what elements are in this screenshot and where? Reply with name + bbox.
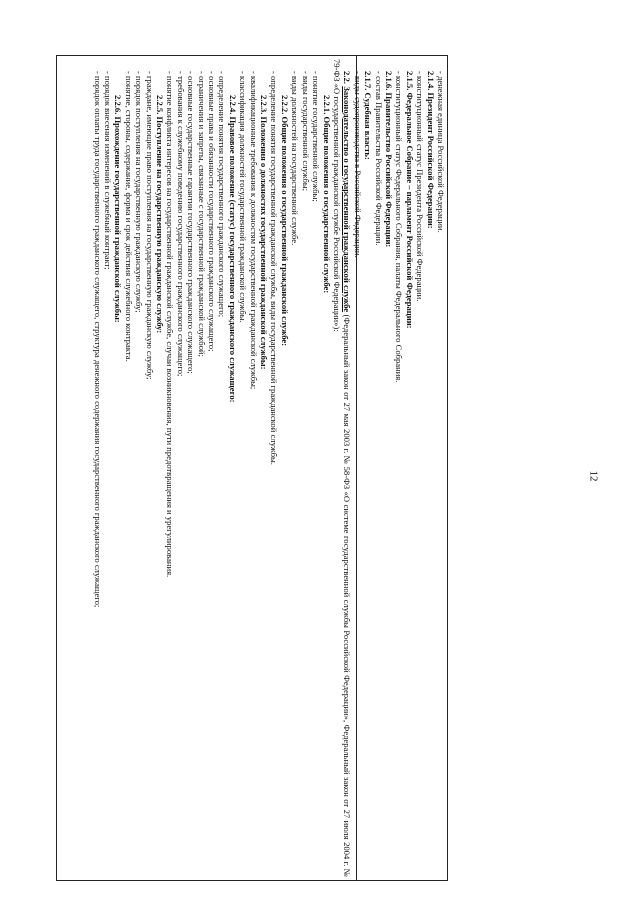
list-item: - конституционный статус Федерального Собрания, палаты Федерального Собрания. [394,71,405,383]
law-number: 2.2. [342,71,353,84]
list-item: - квалификационные требования к должностям государственной гражданской службы; [248,71,259,390]
list-item: - виды должностей на государственной службе. [290,71,301,246]
section-heading: 2.2.1. Общие положения о государственной службе: [321,95,332,294]
list-item: - порядок внесения изменений в служебный контракт; [103,71,113,270]
list-item: - определение понятия государственной гражданской службы, виды государственной гражданской службы. [269,71,280,465]
list-item: - основные права и обязанности государственного гражданского служащего; [207,71,218,352]
list-item: - основные государственные гарантии государственного гражданского служащего; [186,71,197,374]
list-item: - виды государственной службы; [300,71,311,192]
law-paragraph [332,59,353,877]
section-heading: 2.2.6. Прохождение государственной гражданской службы: [113,95,124,323]
law-rest: (Федеральный закон от 27 мая 2003 г. № 58-ФЗ «О системе государственной службы Российской Федерации», Федеральный закон от 27 июля 2004 г. № 79-ФЗ «О государственной гражданской службе Российской Федерации»): [331,59,353,877]
list-item: - состав Правительства Российской Федерации. [373,71,384,246]
law-title: Законодательство о государственной гражданской службе [342,86,353,313]
section-2-1-items [352,59,446,877]
section-heading: 2.2.2. Общие положения о государственной гражданской службе: [279,95,290,347]
conflict-paragraph: - понятие конфликта интересов на государственной гражданской службе, случаи возникновения, пути предотвращения и урегулирования. [165,71,176,578]
section-heading: 2.1.7. Судебная власть: [363,71,374,160]
section-2-2-5-items [103,59,165,877]
section-heading: 2.1.6. Правительство Российской Федерации: [383,71,394,248]
list-item: - конституционный статус Президента Российской Федерации. [415,71,426,302]
list-item: - определение понятия государственного гражданского служащего; [217,71,228,318]
list-item: - граждане, имеющие право поступления на государственную гражданскую службу; [144,71,155,380]
pay-paragraph: - порядок оплаты труда государственного гражданского служащего, структура денежного содержания государственного гражданского служащего; [92,71,103,608]
list-item: - понятие государственной службы; [311,71,322,202]
list-item: - требования к служебному поведению государственного гражданского служащего; [175,71,186,377]
list-item: - ограничения и запреты, связанные с государственной гражданской службой; [196,71,207,357]
section-heading: 2.2.4. Правовое положение (статус) государственного гражданского служащего: [227,95,238,403]
section-2-2-items [175,59,331,877]
list-item: - понятие, стороны, содержание, форма и срок действия служебного контракта. [123,71,134,362]
rotated-content [82,55,448,881]
section-heading: 2.1.4. Президент Российской Федерации: [425,71,436,229]
list-item: - порядок поступления на государственную гражданскую службу; [134,71,145,313]
section-heading: 2.1.5. Федеральное Собрание – парламент Российской Федерации: [404,71,415,329]
section-heading: 2.2.3. Положения о должностях государственной гражданской службы: [259,95,270,370]
list-item: - денежная единица Российской Федерации. [436,71,446,233]
section-heading: 2.2.5. Поступление на государственную гражданскую службу: [155,95,166,334]
list-item: - классификация должностей государственной гражданской службы. [238,71,249,323]
list-item: - виды судопроизводства в Российской Федерации. [352,71,363,258]
page-number: 12 [587,470,600,482]
